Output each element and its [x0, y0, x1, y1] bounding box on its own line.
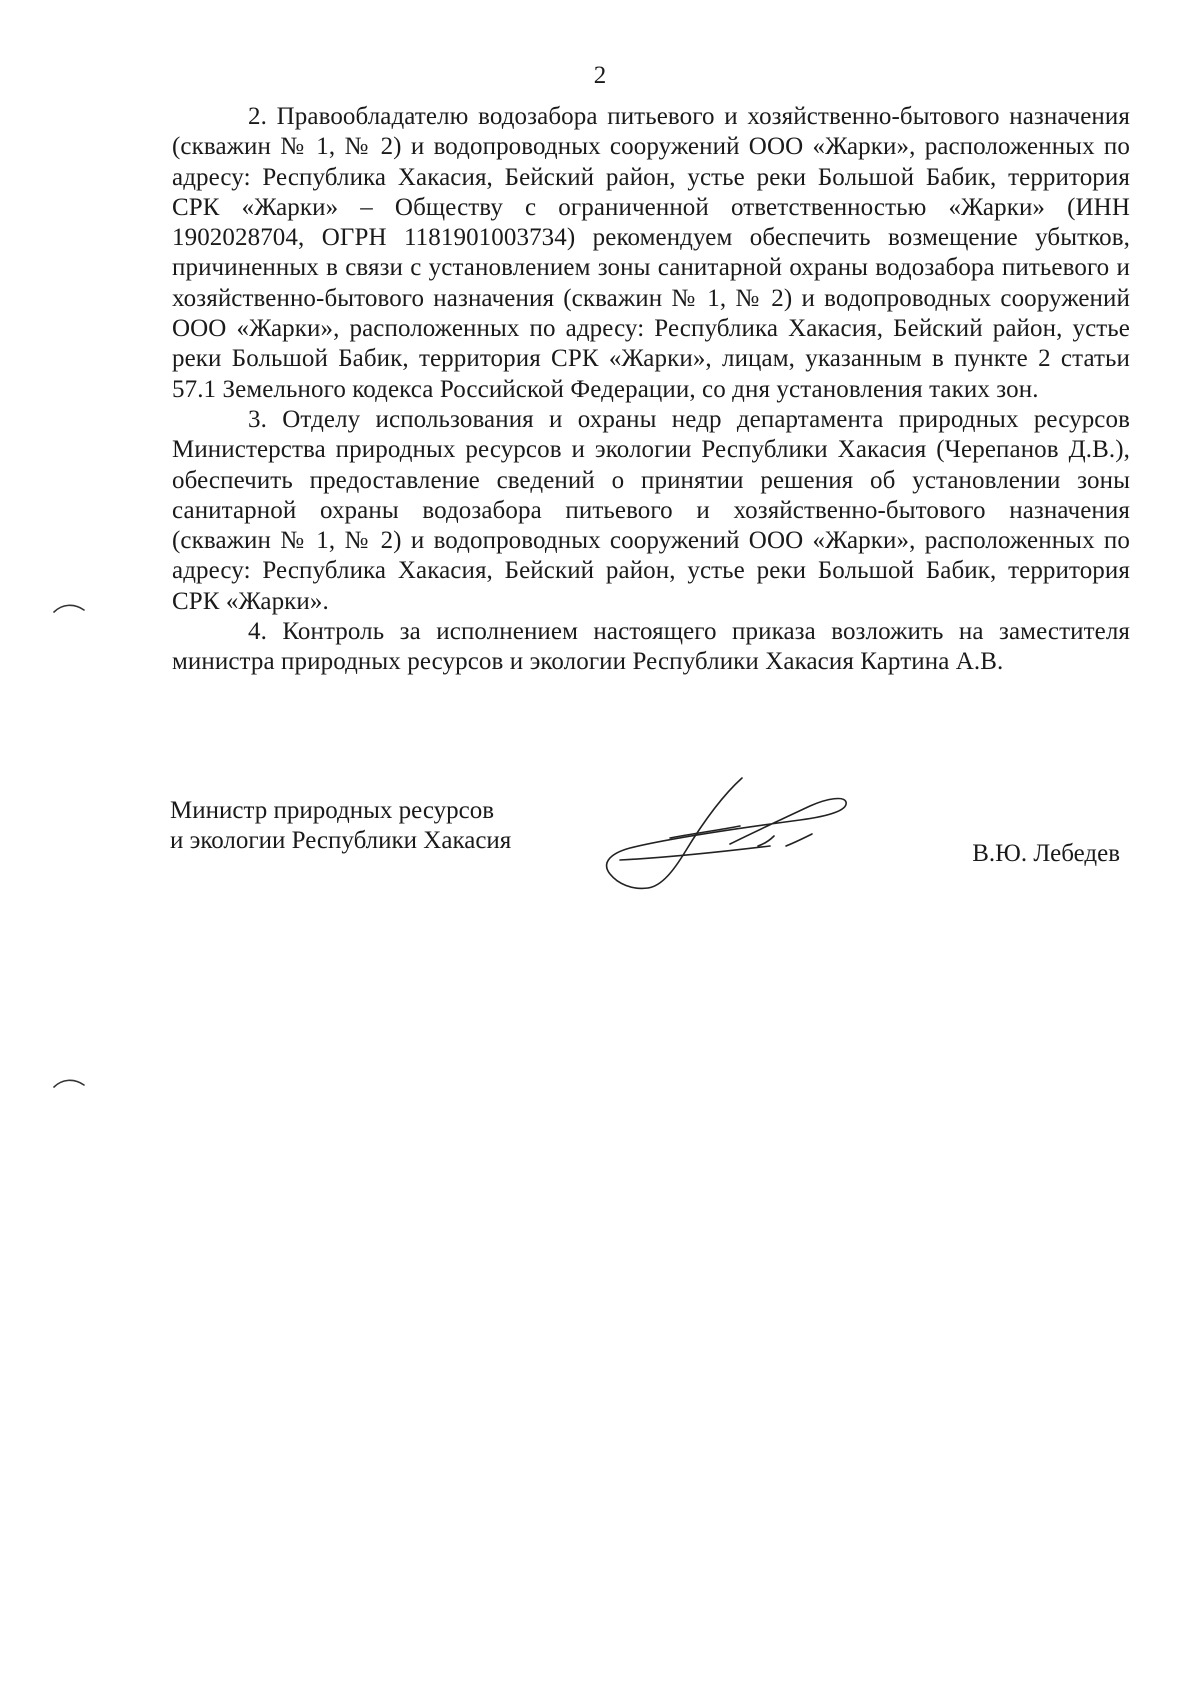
page-number: 2 [593, 62, 607, 89]
paragraph-3: 3. Отделу использования и охраны недр департамента природных ресурсов Министерства природных ресурсов и экологии Республики Хакасия (Черепанов Д.В.), обеспечить предоставление сведений о принятии решения об установлении зоны санитарной охраны водозабора питьевого и хозяйственно-бытового назначения (скважин № 1, № 2) и водопроводных сооружений ООО «Жарки», расположенных по адресу: Республика Хакасия, Бейский район, устье реки Большой Бабик, территория СРК «Жарки». [172, 405, 1130, 615]
paragraph-4: 4. Контроль за исполнением настоящего приказа возложить на заместителя министра природных ресурсов и экологии Республики Хакасия Картина А.В. [172, 618, 1130, 676]
document-body [172, 102, 1130, 678]
signatory-title-line-1: Министр природных ресурсов [170, 797, 495, 824]
margin-arc-mark [52, 600, 86, 614]
margin-arc-mark [52, 1075, 86, 1089]
signature-block [170, 796, 1130, 906]
signatory-name: В.Ю. Лебедев [972, 840, 1120, 867]
signatory-title [170, 796, 511, 856]
paragraph-2: 2. Правообладателю водозабора питьевого и хозяйственно-бытового назначения (скважин № 1, № 2) и водопроводных сооружений ООО «Жарки», расположенных по адресу: Республика Хакасия, Бейский район, устье реки Большой Бабик, территория СРК «Жарки» – Обществу с ограниченной ответственностью «Жарки» (ИНН 1902028704, ОГРН 1181901003734) рекомендуем обеспечить возмещение убытков, причиненных в связи с установлением зоны санитарной охраны водозабора питьевого и хозяйственно-бытового назначения (скважин № 1, № 2) и водопроводных сооружений ООО «Жарки», расположенных по адресу: Республика Хакасия, Бейский район, устье реки Большой Бабик, территория СРК «Жарки», лицам, указанным в пункте 2 статьи 57.1 Земельного кодекса Российской Федерации, со дня установления таких зон. [172, 103, 1130, 403]
signatory-title-line-2: и экологии Республики Хакасия [170, 827, 512, 854]
handwritten-signature [590, 776, 890, 896]
